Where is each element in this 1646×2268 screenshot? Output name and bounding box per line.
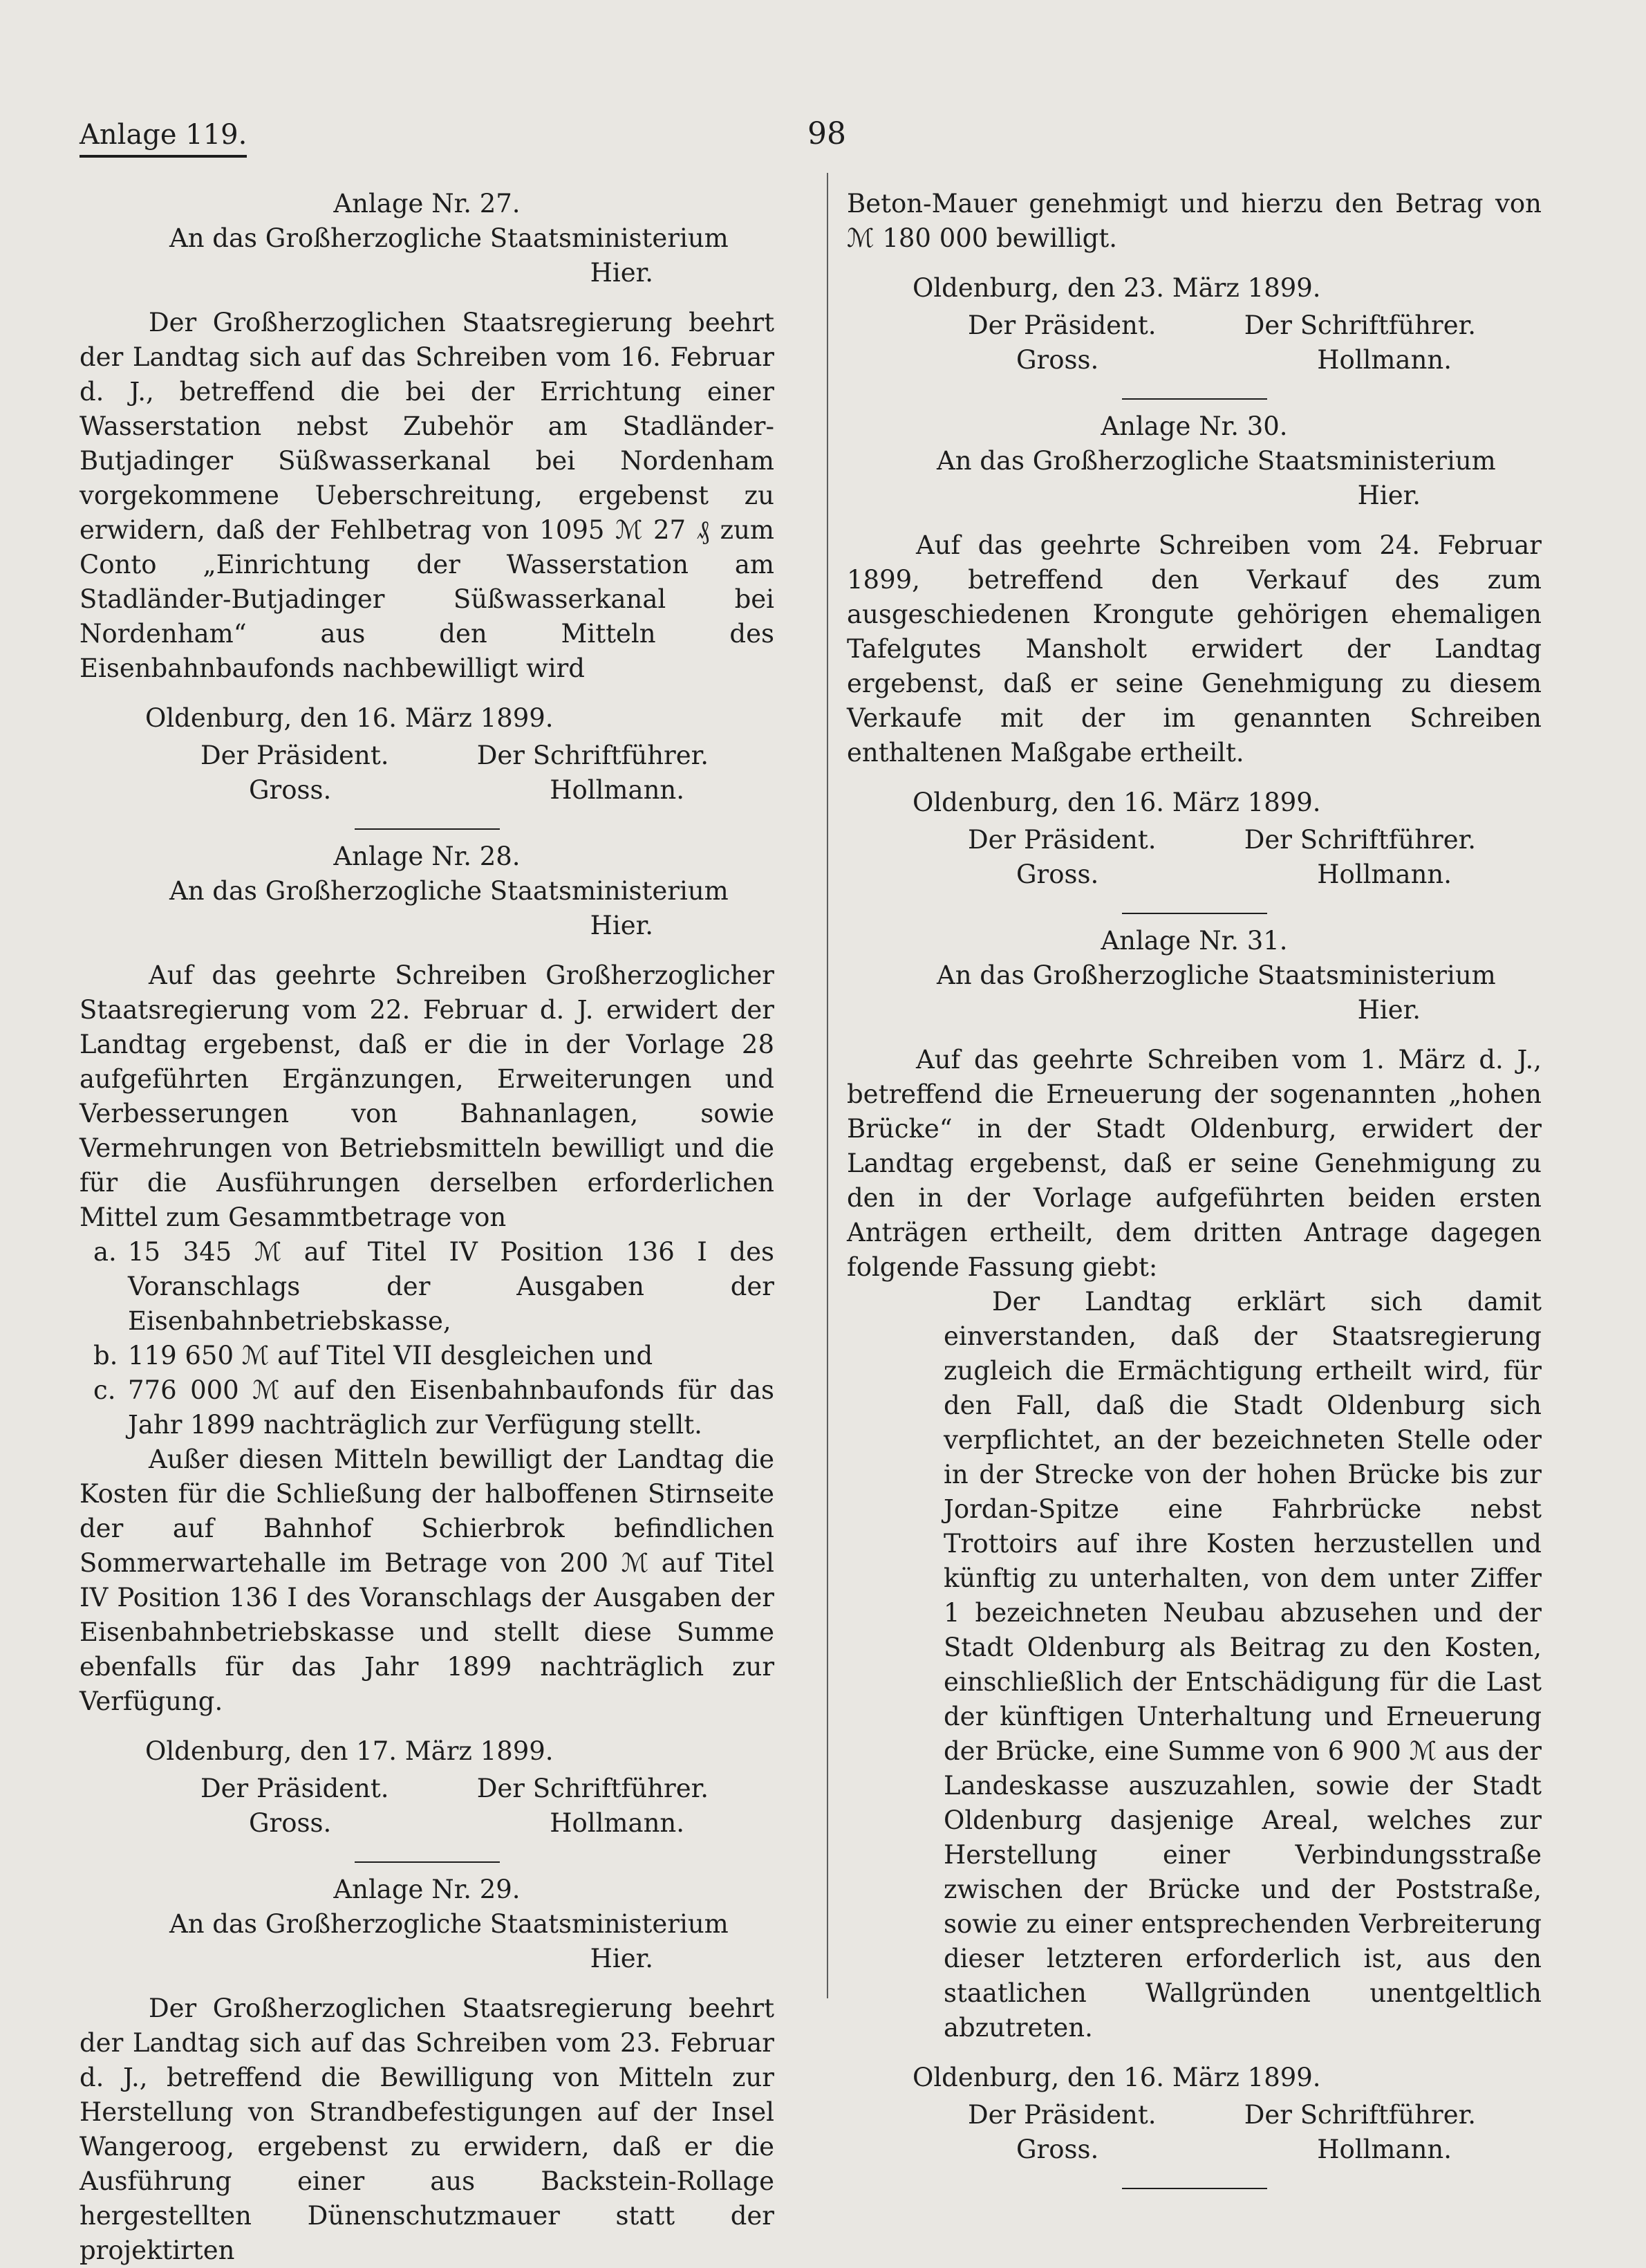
list-item-text: 119 650 ℳ auf Titel VII desgleichen und <box>128 1341 653 1370</box>
right-column <box>847 187 1542 2199</box>
addressee-place: Hier. <box>590 911 653 940</box>
president-name: Gross. <box>249 1808 332 1838</box>
section-body: Beton-Mauer genehmigt und hierzu den Betrag von ℳ 180 000 bewilligt. <box>847 189 1542 253</box>
section-anlage-29-continued <box>847 187 1542 378</box>
president-name: Gross. <box>1016 345 1099 375</box>
list-item <box>80 1339 774 1373</box>
president-name: Gross. <box>249 775 332 805</box>
list-item <box>80 1373 774 1442</box>
addressee: An das Großherzogliche Staatsministerium <box>937 960 1496 990</box>
addressee: An das Großherzogliche Staatsministerium <box>169 223 729 253</box>
section-body: Auf das geehrte Schreiben Großherzoglicher Staatsregierung vom 22. Februar d. J. erwidert der Landtag ergebenst, daß er die in der Vorlage 28 aufgeführten Ergänzungen, Erweiterungen und Verbesserungen von Bahnanlagen, sowie Vermehrungen von Betriebsmitteln bewilligt und die für die Ausführungen derselben erforderlichen Mittel zum Gesammtbetrage von <box>80 960 774 1232</box>
section-body: Der Großherzoglichen Staatsregierung beehrt der Landtag sich auf das Schreiben vom 16. Februar d. J., betreffend die bei der Errichtung einer Wasserstation nebst Zubehör am Stadländer-Butjadinger Süßwasserkanal bei Nordenham vorgekommene Ueberschreitung, ergebenst zu erwidern, daß der Fehlbetrag von 1095 ℳ 27 ₰ zum Conto „Einrichtung der Wasserstation am Stadländer-Butjadinger Süßwasserkanal bei Nordenham“ aus den Mitteln des Eisenbahnbaufonds nachbewilligt wird <box>80 308 774 683</box>
secretary-title: Der Schriftführer. <box>476 1774 709 1803</box>
section-anlage-31 <box>847 924 1542 2167</box>
list-item-label: c. <box>93 1375 116 1405</box>
section-anlage-29 <box>80 1872 774 2268</box>
secretary-name: Hollmann. <box>550 775 684 805</box>
list-item <box>80 1235 774 1339</box>
section-body: Der Großherzoglichen Staatsregierung beehrt der Landtag sich auf das Schreiben vom 23. Februar d. J., betreffend die Bewilligung von Mitteln zur Herstellung von Strandbefestigungen auf der Insel Wangeroog, ergebenst zu erwidern, daß er die Ausführung einer aus Backstein-Rollage hergestellten Dünenschutzmauer statt der projektirten <box>80 1993 774 2265</box>
date-line: Oldenburg, den 16. März 1899. <box>913 2063 1321 2092</box>
list-item-text: 776 000 ℳ auf den Eisenbahnbaufonds für das Jahr 1899 nachträglich zur Verfügung stellt. <box>128 1375 774 1440</box>
section-body: Auf das geehrte Schreiben vom 1. März d. J., betreffend die Erneuerung der sogenannten „hohen Brücke“ in der Stadt Oldenburg, erwidert der Landtag ergebenst, daß er seine Genehmigung zu den in der Vorlage aufgeführten beiden ersten Anträgen ertheilt, dem dritten Antrage dagegen folgende Fassung giebt: <box>847 1045 1542 1282</box>
addressee-place: Hier. <box>590 258 653 288</box>
secretary-name: Hollmann. <box>1317 345 1452 375</box>
signature-titles <box>847 308 1542 343</box>
section-separator <box>355 1861 500 1863</box>
secretary-title: Der Schriftführer. <box>1244 2100 1476 2130</box>
president-title: Der Präsident. <box>200 1774 389 1803</box>
signature-titles <box>80 738 774 773</box>
list-item-label: b. <box>93 1341 118 1370</box>
section-separator <box>1122 398 1267 400</box>
addressee: An das Großherzogliche Staatsministerium <box>169 1909 729 1939</box>
section-body: Auf das geehrte Schreiben vom 24. Februar 1899, betreffend den Verkauf des zum ausgeschiedenen Krongute gehörigen ehemaligen Tafelgutes Mansholt erwidert der Landtag ergebenst, daß er seine Genehmigung zu diesem Verkaufe mit der im genannten Schreiben enthaltenen Maßgabe ertheilt. <box>847 530 1542 768</box>
addressee-place: Hier. <box>1357 995 1421 1025</box>
secretary-title: Der Schriftführer. <box>1244 310 1476 340</box>
secretary-name: Hollmann. <box>550 1808 684 1838</box>
signature-names <box>847 343 1542 378</box>
section-body-continued: Außer diesen Mitteln bewilligt der Landtag die Kosten für die Schließung der halboffenen Stirnseite der auf Bahnhof Schierbrok befindlichen Sommerwartehalle im Betrage von 200 ℳ auf Titel IV Position 136 I des Voranschlags der Ausgaben der Eisenbahnbetriebskasse und stellt diese Summe ebenfalls für das Jahr 1899 nachträglich zur Verfügung. <box>80 1444 774 1716</box>
section-title: Anlage Nr. 27. <box>333 189 521 219</box>
list-item-text: 15 345 ℳ auf Titel IV Position 136 I des Voranschlags der Ausgaben der Eisenbahnbetriebskasse, <box>128 1237 774 1336</box>
secretary-name: Hollmann. <box>1317 2135 1452 2164</box>
quoted-resolution: Der Landtag erklärt sich damit einverstanden, daß der Staatsregierung zugleich die Ermächtigung ertheilt wird, für den Fall, daß die Stadt Oldenburg sich verpflichtet, an der bezeichneten Stelle oder in der Strecke von der hohen Brücke bis zur Jordan-Spitze eine Fahrbrücke nebst Trottoirs auf ihre Kosten herzustellen und künftig zu unterhalten, von dem unter Ziffer 1 bezeichneten Neubau abzusehen und der Stadt Oldenburg als Beitrag zu den Kosten, einschließlich der Entschädigung für die Last der künftigen Unterhaltung und Erneuerung der Brücke, eine Summe von 6 900 ℳ aus der Landeskasse auszuzahlen, sowie der Stadt Oldenburg dasjenige Areal, welches zur Herstellung einer Verbindungsstraße zwischen der Brücke und der Poststraße, sowie zu einer entsprechenden Verbreiterung dieser letzteren erforderlich ist, aus den staatlichen Wallgründen unentgeltlich abzutreten. <box>944 1287 1542 2043</box>
addressee: An das Großherzogliche Staatsministerium <box>169 876 729 906</box>
addressee: An das Großherzogliche Staatsministerium <box>937 446 1496 476</box>
signature-names <box>80 1806 774 1841</box>
secretary-title: Der Schriftführer. <box>476 741 709 770</box>
section-anlage-27 <box>80 187 774 808</box>
section-anlage-28 <box>80 839 774 1841</box>
date-line: Oldenburg, den 17. März 1899. <box>145 1736 554 1766</box>
president-name: Gross. <box>1016 2135 1099 2164</box>
president-name: Gross. <box>1016 859 1099 889</box>
signature-titles <box>847 2098 1542 2132</box>
president-title: Der Präsident. <box>968 2100 1157 2130</box>
section-title: Anlage Nr. 28. <box>333 842 521 871</box>
section-anlage-30 <box>847 409 1542 892</box>
date-line: Oldenburg, den 16. März 1899. <box>145 703 554 733</box>
president-title: Der Präsident. <box>968 825 1157 855</box>
secretary-name: Hollmann. <box>1317 859 1452 889</box>
column-divider <box>827 173 828 1998</box>
section-title: Anlage Nr. 29. <box>333 1875 521 1904</box>
president-title: Der Präsident. <box>968 310 1157 340</box>
president-title: Der Präsident. <box>200 741 389 770</box>
section-separator <box>1122 913 1267 914</box>
signature-names <box>847 2132 1542 2167</box>
left-column <box>80 187 774 2268</box>
page-header-label: Anlage 119. <box>80 119 247 158</box>
signature-titles <box>847 823 1542 857</box>
section-separator <box>355 828 500 830</box>
section-title: Anlage Nr. 30. <box>1101 411 1288 441</box>
date-line: Oldenburg, den 16. März 1899. <box>913 788 1321 817</box>
signature-names <box>847 857 1542 892</box>
list-item-label: a. <box>93 1237 117 1267</box>
addressee-place: Hier. <box>1357 481 1421 510</box>
section-title: Anlage Nr. 31. <box>1101 926 1288 956</box>
signature-names <box>80 773 774 808</box>
page-number: 98 <box>807 116 846 151</box>
date-line: Oldenburg, den 23. März 1899. <box>913 273 1321 303</box>
addressee-place: Hier. <box>590 1944 653 1973</box>
secretary-title: Der Schriftführer. <box>1244 825 1476 855</box>
section-separator <box>1122 2188 1267 2189</box>
signature-titles <box>80 1772 774 1806</box>
